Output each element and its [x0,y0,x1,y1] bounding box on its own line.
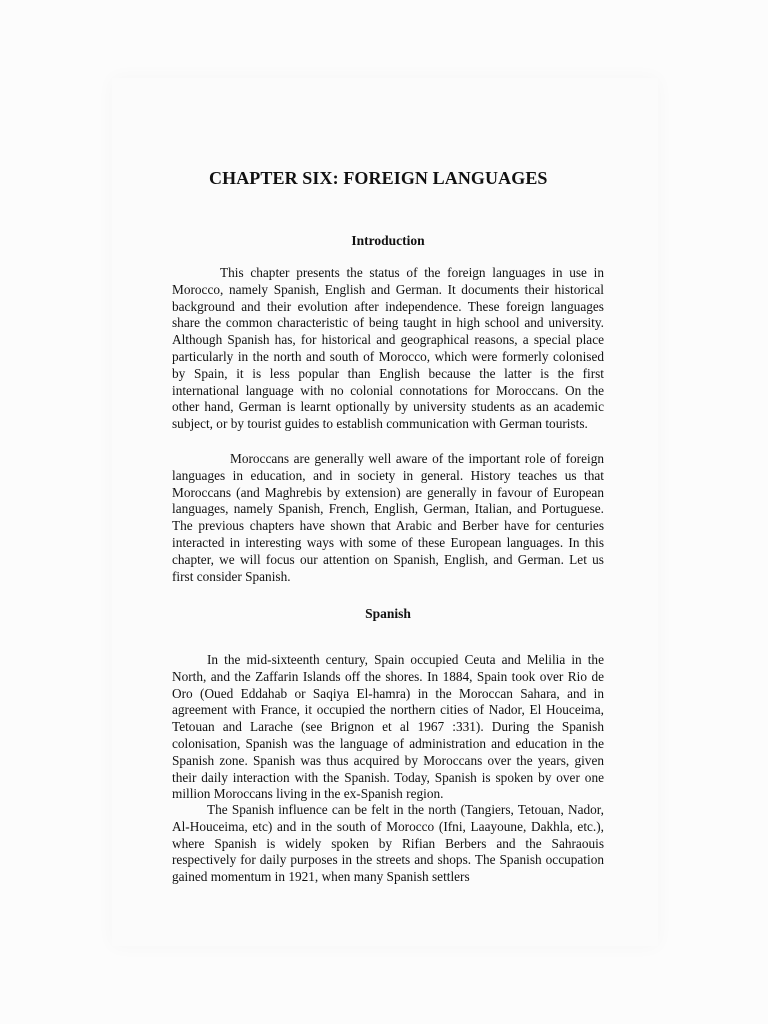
spanish-paragraph-1: In the mid-sixteenth century, Spain occupied Ceuta and Melilia in the North, and the Zaffarin Islands off the shores. In 1884, Spain took over Rio de Oro (Oued Eddahab or Saqiya El-hamra) in the Moroccan Sahara, and in agreement with France, it occupied the northern cities of Nador, El Houceima, Tetouan and Larache (see Brignon et al 1967 :331). During the Spanish colonisation, Spanish was the language of administration and education in the Spanish zone. Spanish was thus acquired by Moroccans over the years, given their daily interaction with the Spanish. Today, Spanish is spoken by over one million Moroccans living in the ex-Spanish region. [172,652,604,802]
introduction-paragraph-2: Moroccans are generally well aware of the important role of foreign languages in education, and in society in general. History teaches us that Moroccans (and Maghrebis by extension) are generally in favour of European languages, namely Spanish, French, English, German, Italian, and Portuguese. The previous chapters have shown that Arabic and Berber have for centuries interacted in interesting ways with some of these European languages. In this chapter, we will focus our attention on Spanish, English, and German. Let us first consider Spanish. [172,451,604,584]
introduction-heading: Introduction [351,233,425,248]
spanish-paragraph-2: The Spanish influence can be felt in the north (Tangiers, Tetouan, Nador, Al-Houceima, etc) and in the south of Morocco (Ifni, Laayoune, Dakhla, etc.), where Spanish is widely spoken by Rifian Berbers and the Sahraouis respectively for daily purposes in the streets and shops. The Spanish occupation gained momentum in 1921, when many Spanish settlers [172,802,604,885]
spanish-heading: Spanish [365,606,411,621]
chapter-title: CHAPTER SIX: FOREIGN LANGUAGES [209,168,548,188]
introduction-paragraph-1: This chapter presents the status of the foreign languages in use in Morocco, namely Spanish, English and German. It documents their historical background and their evolution after independence. These foreign languages share the common characteristic of being taught in high school and university. Although Spanish has, for historical and geographical reasons, a special place particularly in the north and south of Morocco, which were formerly colonised by Spain, it is less popular than English because the latter is the first international language with no colonial connotations for Moroccans. On the other hand, German is learnt optionally by university students as an academic subject, or by tourist guides to establish communication with German tourists. [172,265,604,432]
